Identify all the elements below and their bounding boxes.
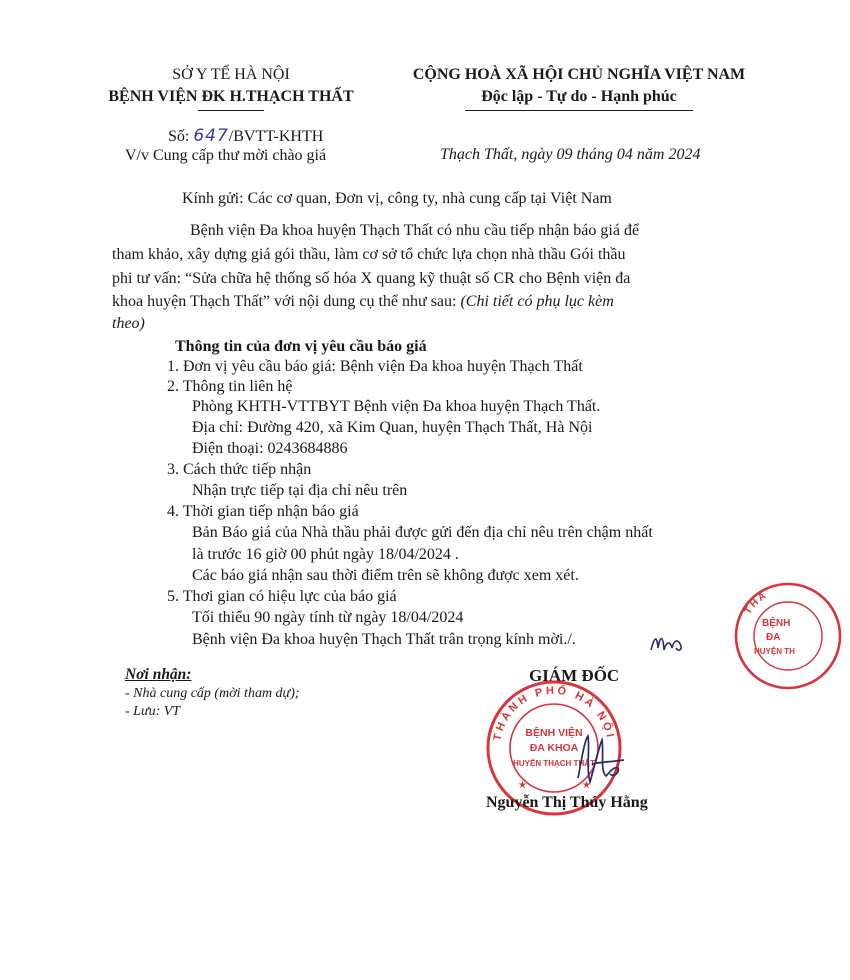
- national-title: CỘNG HOÀ XÃ HỘI CHỦ NGHĨA VIỆT NAM: [412, 66, 746, 83]
- intro-line-3: phi tư vấn: “Sửa chữa hệ thống số hóa X quang kỹ thuật số CR cho Bệnh viện đa: [112, 270, 631, 287]
- side-stamp-line-1: BỆNH: [762, 618, 791, 629]
- intro-line-5: theo): [112, 315, 145, 332]
- item-2-phone: Điện thoại: 0243684886: [192, 440, 348, 457]
- recipient-1: - Nhà cung cấp (mời tham dự);: [125, 686, 300, 701]
- closing-line: Bệnh viện Đa khoa huyện Thạch Thất trân trọng kính mời./.: [192, 631, 576, 648]
- item-4: 4. Thời gian tiếp nhận báo giá: [167, 503, 359, 520]
- stamp-inner-line-1: BỆNH VIỆN: [525, 727, 583, 739]
- document-subject: V/v Cung cấp thư mời chào giá: [125, 147, 327, 164]
- side-stamp-graphic: [730, 582, 850, 690]
- intro-line-2: tham khảo, xây dựng giá gói thầu, làm cơ sở tổ chức lựa chọn nhà thầu Gói thầu: [112, 246, 626, 263]
- item-2: 2. Thông tin liên hệ: [167, 378, 293, 395]
- document-number-prefix: Số:: [168, 128, 194, 145]
- intro-line-4: [112, 293, 614, 311]
- handwritten-signature: [570, 728, 630, 790]
- stamp-inner-line-2: ĐA KHOA: [529, 742, 579, 754]
- svg-text:★: ★: [518, 780, 527, 791]
- svg-text:THÀ: [743, 588, 770, 616]
- item-4-detail-2: là trước 16 giờ 00 phút ngày 18/04/2024 .: [192, 546, 459, 563]
- item-1: 1. Đơn vị yêu cầu báo giá: Bệnh viện Đa khoa huyện Thạch Thất: [167, 358, 583, 375]
- intro-line-4-italic: (Chi tiết có phụ lục kèm: [460, 293, 614, 310]
- item-5-detail: Tối thiểu 90 ngày tính từ ngày 18/04/2024: [192, 609, 464, 626]
- signer-role: GIÁM ĐỐC: [529, 666, 620, 685]
- document-number-handwritten: 647: [193, 126, 229, 146]
- national-motto: Độc lập - Tự do - Hạnh phúc: [481, 88, 677, 105]
- intro-line-4-text: khoa huyện Thạch Thất” với nội dung cụ thể như sau:: [112, 293, 461, 310]
- item-4-detail-3: Các báo giá nhận sau thời điểm trên sẽ không được xem xét.: [192, 567, 579, 584]
- hospital-name-underline: [198, 110, 264, 111]
- recipients-title: Nơi nhận:: [125, 666, 192, 683]
- side-stamp-line-2: ĐA: [766, 632, 781, 643]
- signer-name: Nguyễn Thị Thúy Hằng: [486, 794, 648, 811]
- item-2-address: Địa chỉ: Đường 420, xã Kim Quan, huyện Thạch Thất, Hà Nội: [192, 419, 593, 436]
- stamp-ring-text: THÀNH PHỐ HÀ NỘI: [491, 684, 617, 742]
- section-title: Thông tin của đơn vị yêu cầu báo giá: [175, 338, 427, 355]
- intro-line-1: Bệnh viện Đa khoa huyện Thạch Thất có nhu cầu tiếp nhận báo giá để: [190, 222, 640, 239]
- initials-scribble: [648, 628, 688, 658]
- item-5: 5. Thơi gian có hiệu lực của báo giá: [167, 588, 397, 605]
- svg-text:★: ★: [582, 780, 591, 791]
- item-3: 3. Cách thức tiếp nhận: [167, 461, 312, 478]
- item-3-detail: Nhận trực tiếp tại địa chỉ nêu trên: [192, 482, 408, 499]
- national-motto-underline: [465, 110, 693, 111]
- recipient-2: - Lưu: VT: [125, 704, 181, 719]
- side-stamp-line-3: HUYỆN TH: [754, 647, 795, 656]
- item-2-department: Phòng KHTH-VTTBYT Bệnh viện Đa khoa huyện Thạch Thất.: [192, 398, 601, 415]
- document-number-suffix: /BVTT-KHTH: [228, 128, 324, 145]
- salutation: Kính gửi: Các cơ quan, Đơn vị, công ty, nhà cung cấp tại Việt Nam: [182, 190, 612, 207]
- issue-date: Thạch Thất, ngày 09 tháng 04 năm 2024: [440, 146, 701, 163]
- ministry-name: SỞ Y TẾ HÀ NỘI: [172, 66, 290, 83]
- document-number: [168, 126, 323, 146]
- hospital-name: BỆNH VIỆN ĐK H.THẠCH THẤT: [108, 88, 354, 105]
- stamp-inner-line-3: HUYỆN THẠCH THẤT: [513, 759, 595, 768]
- item-4-detail-1: Bản Báo giá của Nhà thầu phải được gửi đến địa chỉ nêu trên chậm nhất: [192, 524, 653, 541]
- side-stamp: [730, 582, 795, 690]
- side-stamp-ring: THÀ: [742, 589, 770, 617]
